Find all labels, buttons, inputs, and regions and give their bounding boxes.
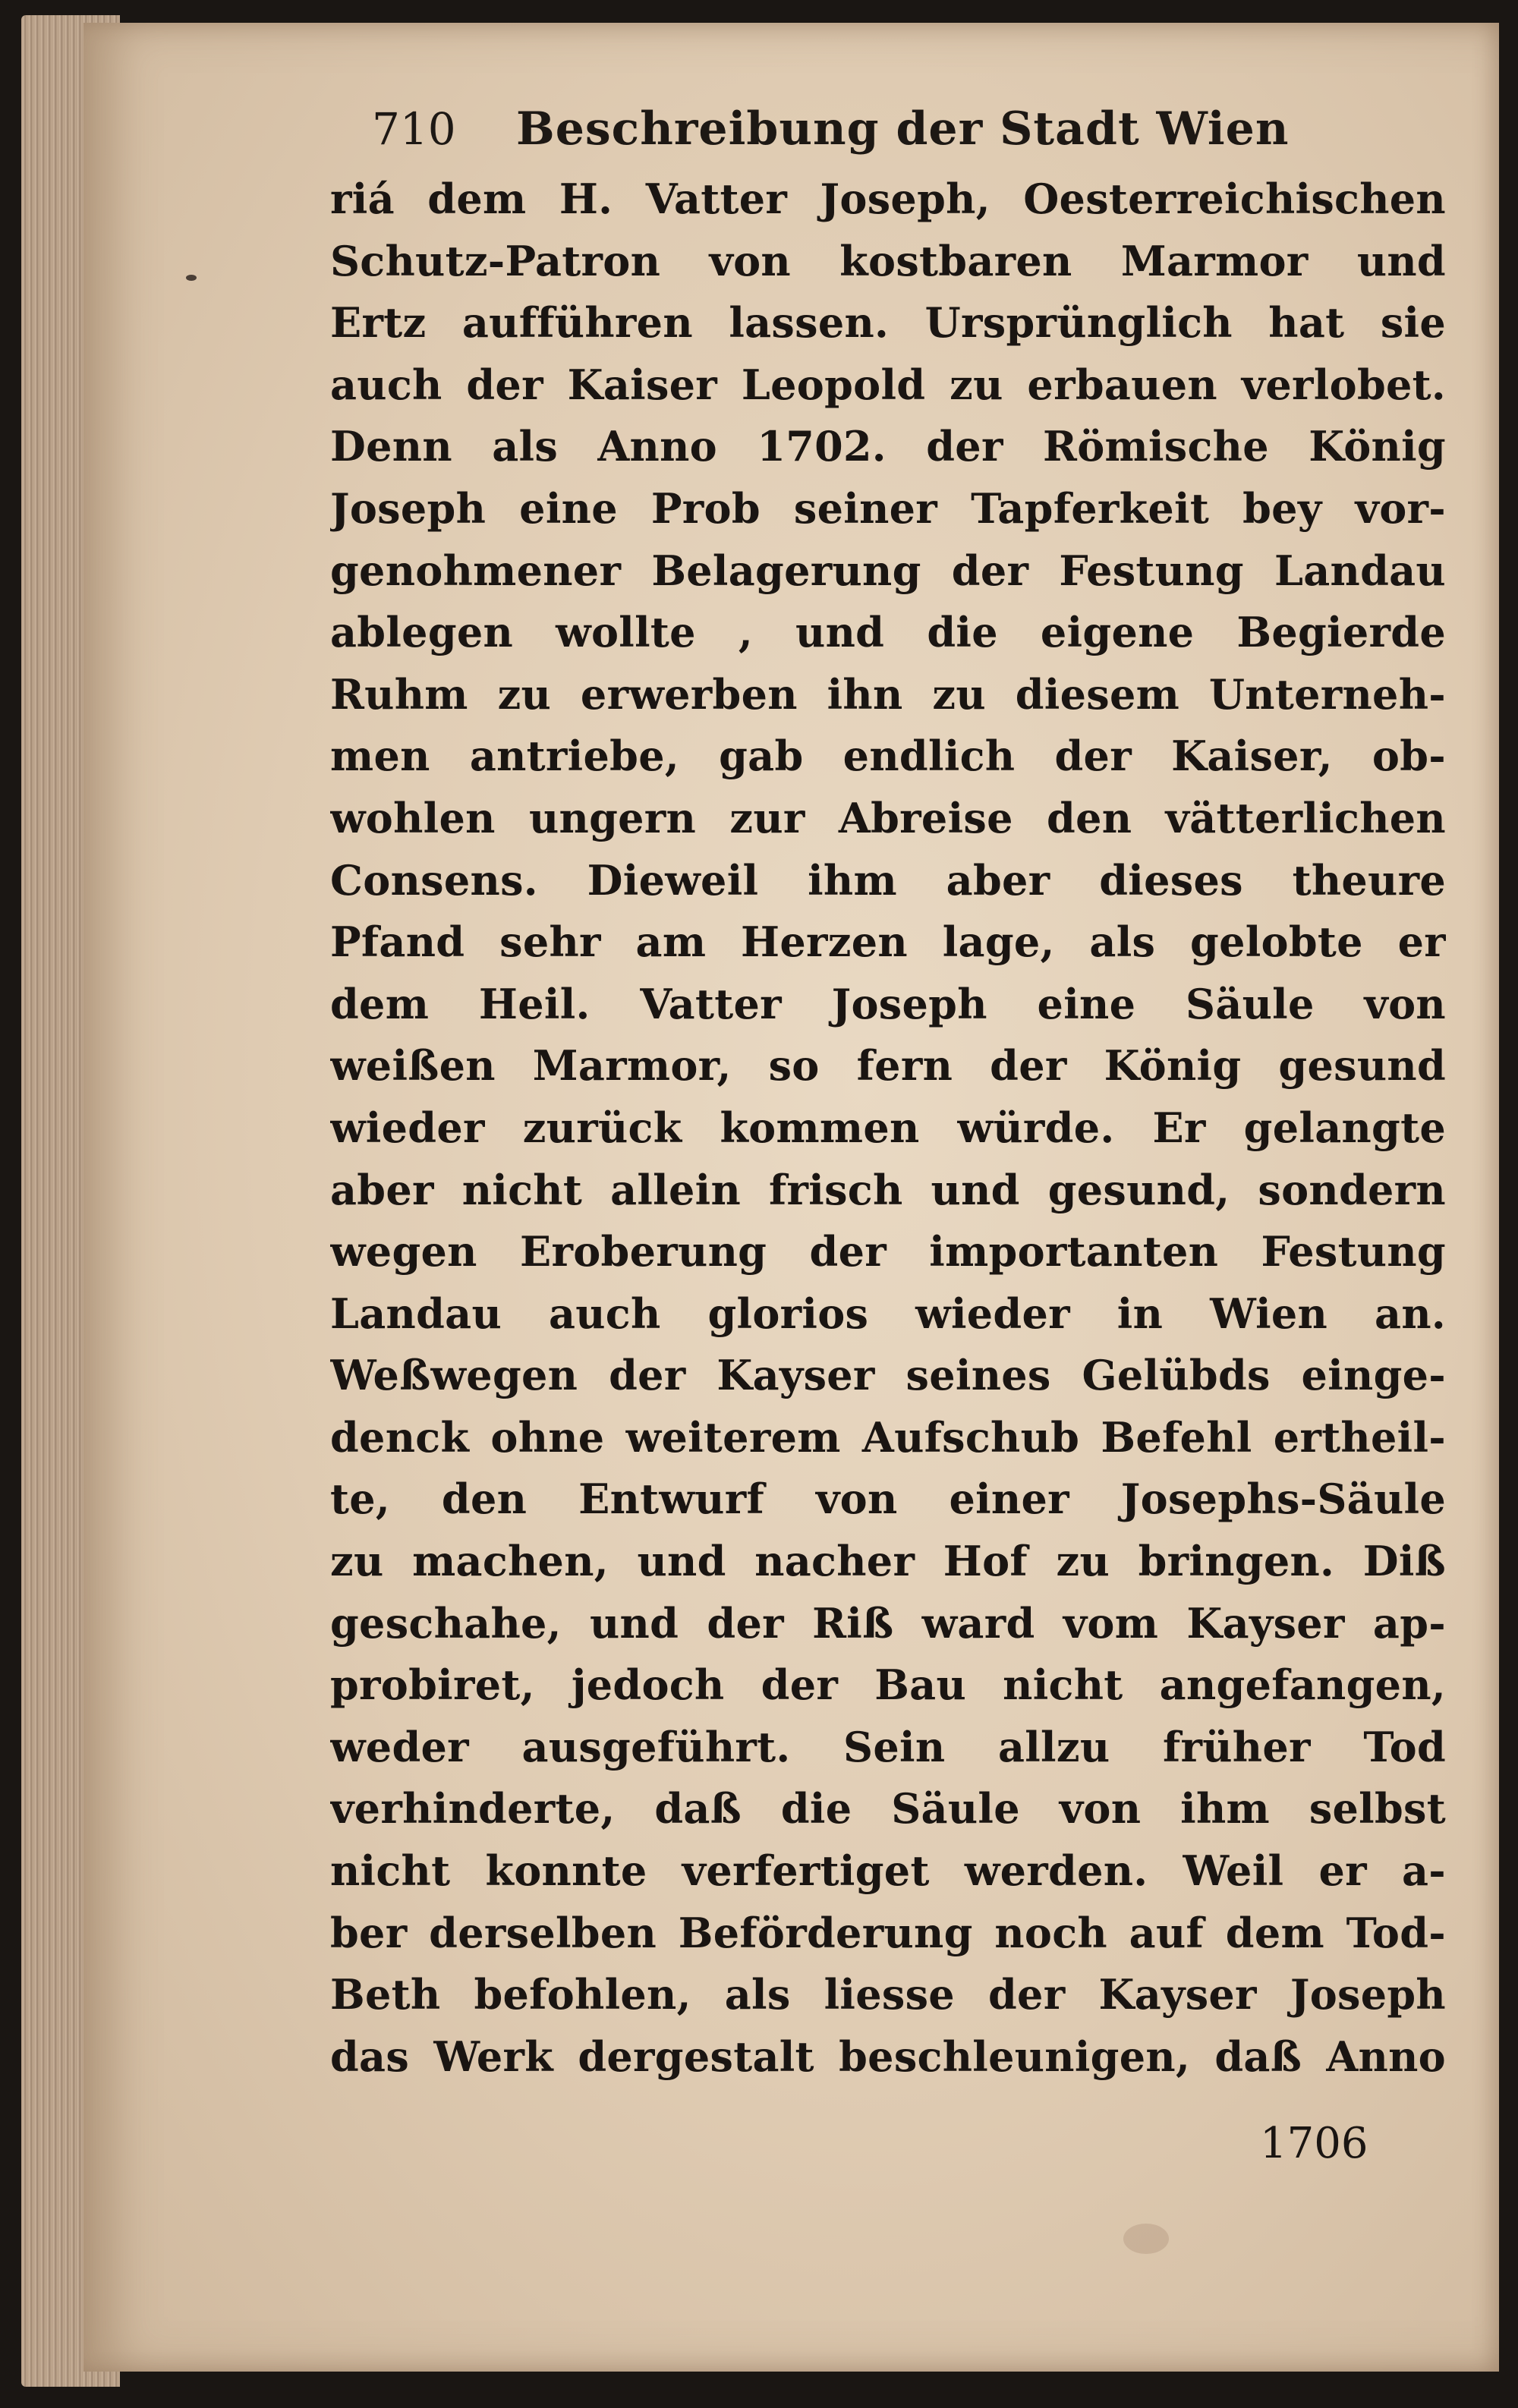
text-line: Schutz-Patron von kostbaren Marmor und [330, 236, 1446, 285]
text-line: genohmener Belagerung der Festung Landau [330, 546, 1446, 595]
running-head: Beschreibung der Stadt Wien [516, 102, 1290, 156]
text-line: verhinderte, daß die Säule von ihm selbst [330, 1784, 1446, 1834]
text-line: zu machen, und nacher Hof zu bringen. Diß [330, 1537, 1446, 1586]
text-line: Weßwegen der Kayser seines Gelübds einge- [330, 1351, 1446, 1400]
margin-mark [186, 275, 197, 281]
text-line: ber derselben Beförderung noch auf dem Tod- [330, 1908, 1446, 1957]
text-line: nicht konnte verfertiget werden. Weil er a- [330, 1846, 1446, 1896]
paper-stain [1123, 2224, 1169, 2254]
text-line: men antriebe, gab endlich der Kaiser, ob- [330, 732, 1446, 781]
text-line: auch der Kaiser Leopold zu erbauen verlobet. [330, 360, 1446, 409]
page-header [372, 99, 1351, 159]
text-line: Ertz aufführen lassen. Ursprünglich hat sie [330, 298, 1446, 348]
text-line: geschahe, und der Riß ward vom Kayser ap- [330, 1598, 1446, 1648]
catchword: 1706 [1260, 2119, 1368, 2168]
text-line: ablegen wollte , und die eigene Begierde [330, 608, 1446, 657]
text-line: weder ausgeführt. Sein allzu früher Tod [330, 1722, 1446, 1771]
text-line: denck ohne weiterem Aufschub Befehl ertheil- [330, 1412, 1446, 1462]
text-line: probiret, jedoch der Bau nicht angefangen, [330, 1660, 1446, 1710]
text-line: Pfand sehr am Herzen lage, als gelobte er [330, 918, 1446, 967]
text-line: Denn als Anno 1702. der Römische König [330, 422, 1446, 471]
text-line: wegen Eroberung der importanten Festung [330, 1227, 1446, 1276]
text-line: dem Heil. Vatter Joseph eine Säule von [330, 979, 1446, 1028]
text-line: aber nicht allein frisch und gesund, sondern [330, 1165, 1446, 1214]
text-line: wohlen ungern zur Abreise den vätterlichen [330, 793, 1446, 842]
text-line: weißen Marmor, so fern der König gesund [330, 1041, 1446, 1091]
text-line: Joseph eine Prob seiner Tapferkeit bey vor- [330, 483, 1446, 533]
text-line: Consens. Dieweil ihm aber dieses theure [330, 855, 1446, 905]
text-line: riá dem H. Vatter Joseph, Oesterreichischen [330, 175, 1446, 223]
text-line: Beth befohlen, als liesse der Kayser Joseph [330, 1970, 1446, 2019]
text-line: Ruhm zu erwerben ihn zu diesem Unterneh- [330, 669, 1446, 719]
text-line: te, den Entwurf von einer Josephs-Säule [330, 1475, 1446, 1524]
text-line: das Werk dergestalt beschleunigen, daß Anno [330, 2032, 1446, 2081]
page-number: 710 [372, 103, 456, 155]
body-text [330, 168, 1446, 2088]
text-line: Landau auch glorios wieder in Wien an. [330, 1289, 1446, 1338]
text-line: wieder zurück kommen würde. Er gelangte [330, 1103, 1446, 1152]
